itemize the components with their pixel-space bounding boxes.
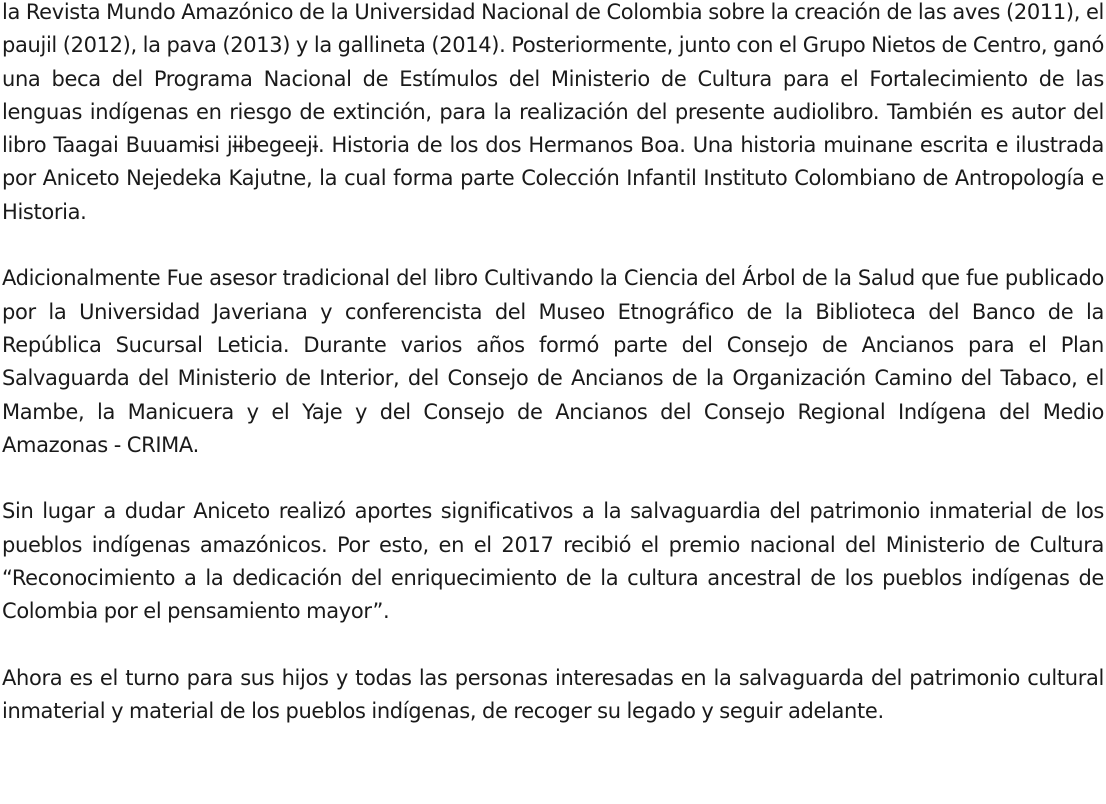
paragraph-advisor: Adicionalmente Fue asesor tradicional del libro Cultivando la Ciencia del Árbol de la Salud que fue publicado por la Universidad Javeriana y conferencista del Museo Etnográfico de la Biblioteca del Banco de la República Sucursal Leticia. Durante varios años formó parte del Consejo de Ancianos para el Plan Salvaguarda del Ministerio de Interior, del Consejo de Ancianos de la Organización Camino del Tabaco, el Mambe, la Manicuera y el Yaje y del Consejo de Ancianos del Consejo Regional Indígena del Medio Amazonas - CRIMA. [2,266,1104,457]
paragraph-legacy: Ahora es el turno para sus hijos y todas las personas interesadas en la salvaguarda del patrimonio cultural inmaterial y material de los pueblos indígenas, de recoger su legado y seguir adelante. [2,665,1104,724]
paragraph-publications: la Revista Mundo Amazónico de la Universidad Nacional de Colombia sobre la creación de las aves (2011), el paujil (2012), la pava (2013) y la gallineta (2014). Posteriormente, junto con el Grupo Nietos de Centro, ganó una beca del Programa Nacional de Estímulos del Ministerio de Cultura para el Fortalecimiento de las lenguas indígenas en riesgo de extinción, para la realización del presente audiolibro. También es autor del libro Taagai Buuamɨsi jɨɨbegeejɨ. Historia de los dos Hermanos Boa. Una historia muinane escrita e ilustrada por Aniceto Nejedeka Kajutne, la cual forma parte Colección Infantil Instituto Colombiano de Antropología e Historia. [2,0,1104,224]
paragraph-award: Sin lugar a dudar Aniceto realizó aportes significativos a la salvaguardia del patrimonio inmaterial de los pueblos indígenas amazónicos. Por esto, en el 2017 recibió el premio nacional del Ministerio de Cultura “Reconocimiento a la dedicación del enriquecimiento de la cultura ancestral de los pueblos indígenas de Colombia por el pensamiento mayor”. [2,499,1104,624]
